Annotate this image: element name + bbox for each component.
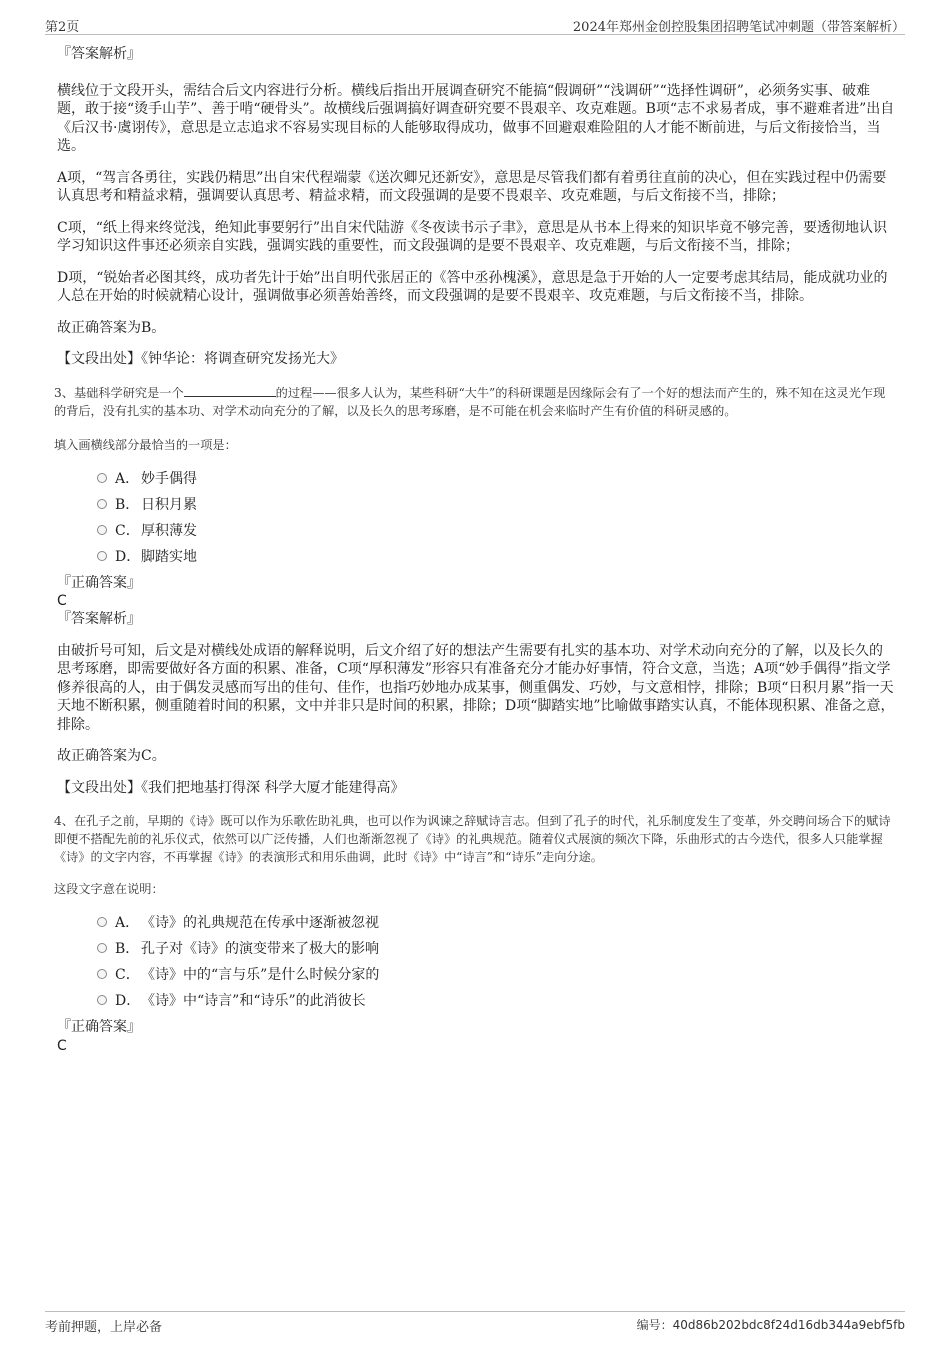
radio-icon[interactable] — [97, 551, 107, 561]
q4-question: 4、在孔子之前，早期的《诗》既可以作为乐歌佐助礼典，也可以作为讽谏之辞赋诗言志。但到了孔子的时代，礼乐制度发生了变革，外交聘问场合下的赋诗即便不搭配先前的礼乐仪式，依然可以广泛传播，人们也渐渐忽视了《诗》的礼典规范。随着仪式展演的频次下降，乐曲形式的古今迭代，很多人只能掌握《诗》的文字内容，不再掌握《诗》的表演形式和用乐曲调，此时《诗》中“诗言”和“诗乐”走向分途。 — [54, 814, 891, 864]
q4-option-d[interactable]: D．《诗》中“诗言”和“诗乐”的此消彼长 — [97, 988, 895, 1014]
q2-source: 【文段出处】《钟华论：将调查研究发扬光大》 — [57, 351, 344, 367]
q2-analysis-paragraph: A项，“驾言各勇往，实践仍精思”出自宋代程端蒙《送次卿兄还新安》，意思是尽管我们都有着勇往直前的决心，但在实践过程中仍需要认真思考和精益求精，强调要认真思考、精益求精，而文段强调的是要不畏艰辛、攻克难题，与后文衔接不当，排除； — [57, 169, 887, 204]
q3-source: 【文段出处】《我们把地基打得深 科学大厦才能建得高》 — [57, 779, 405, 796]
q2-analysis-paragraph: C项，“纸上得来终觉浅，绝知此事要躬行”出自宋代陆游《冬夜读书示子聿》，意思是从书本上得来的知识毕竟不够完善，要透彻地认识学习知识这件事还必须亲自实践，强调实践的重要性，而文段强调的是要不畏艰辛、攻克难题，与后文衔接不当，排除； — [57, 219, 888, 254]
q3-text-after: 的过程——很多人认为，某些科研“大牛”的科研课题是因缘际会有了一个好的想法而产生的，殊不知在这灵光乍现的背后，没有扎实的基本功、对学术动向充分的了解，以及长久的思考琢磨，是不可能在机会来临时产生有价值的科研灵感的。 — [54, 385, 886, 418]
q4-prompt: 这段文字意在说明： — [54, 882, 164, 896]
footer-slogan: 考前押题，上岸必备 — [45, 1320, 163, 1335]
radio-icon[interactable] — [97, 473, 107, 483]
document-code-label: 编号： — [636, 1318, 673, 1332]
radio-icon[interactable] — [97, 525, 107, 535]
q3-text-before: 3、基础科学研究是一个 — [54, 385, 184, 400]
q3-analysis: 由破折号可知，后文是对横线处成语的解释说明，后文介绍了好的想法产生需要有扎实的基本功、对学术动向充分的了解，以及长久的思考琢磨，即需要做好各方面的积累、准备，C项“厚积薄发”形容只有准备充分才能办好事情，符合文意，当选；A项“妙手偶得”指文学修养很高的人，由于偶发灵感而写出的佳句、佳作，也指巧妙地办成某事，侧重偶发、巧妙，与文意相悖，排除；B项“日积月累”指一天天地不断积累，侧重随着时间的积累，文中并非只是时间的积累，排除；D项“脚踏实地”比喻做事踏实认真，不能体现积累、准备之意，排除。 — [57, 642, 895, 733]
radio-icon[interactable] — [97, 499, 107, 509]
q3-answer: C — [57, 593, 67, 609]
q4-option-c[interactable]: C．《诗》中的“言与乐”是什么时候分家的 — [97, 962, 895, 988]
q2-conclusion: 故正确答案为B。 — [57, 319, 166, 336]
main-content — [54, 45, 895, 1055]
q4-option-b[interactable]: B． 孔子对《诗》的演变带来了极大的影响 — [97, 936, 895, 962]
radio-icon[interactable] — [97, 943, 107, 953]
document-code — [637, 1316, 905, 1333]
document-title: 2024年郑州金创控股集团招聘笔试冲刺题（带答案解析） — [572, 20, 905, 35]
q2-analysis-paragraph: D项，“锐始者必图其终，成功者先计于始”出自明代张居正的《答中丞孙槐溪》，意思是急于开始的人一定要考虑其结局，能成就功业的人总在开始的时候就精心设计，强调做事必须善始善终，而文段强调的是要不畏艰辛、攻克难题，与后文衔接不当，排除。 — [57, 269, 888, 304]
document-code-value: 40d86b202bdc8f24d16db344a9ebf5fb — [672, 1318, 905, 1332]
page-number: 第2页 — [45, 20, 80, 35]
q3-question — [54, 384, 895, 420]
q3-option-d[interactable]: D．脚踏实地 — [97, 544, 895, 570]
q2-analysis-label: 『答案解析』 — [57, 46, 141, 62]
q3-options — [97, 466, 895, 570]
q4-option-a[interactable]: A． 《诗》的礼典规范在传承中逐渐被忽视 — [97, 910, 895, 936]
radio-icon[interactable] — [97, 969, 107, 979]
page-header — [45, 14, 905, 35]
radio-icon[interactable] — [97, 917, 107, 927]
q3-conclusion: 故正确答案为C。 — [57, 748, 166, 764]
q3-blank — [184, 384, 276, 397]
page-footer — [45, 1311, 905, 1335]
q2-analysis-paragraph: 横线位于文段开头，需结合后文内容进行分析。横线后指出开展调查研究不能搞“假调研”“浅调研”“选择性调研”，必须务实事、破难题，敢于接“烫手山芋”、善于啃“硬骨头”。故横线后强调搞好调查研究要不畏艰辛、攻克难题。B项“志不求易者成，事不避难者进”出自《后汉书·虞诩传》，意思是立志追求不容易实现目标的人能够取得成功，做事不回避艰难险阻的人才能不断前进，与后文衔接恰当，当选。 — [57, 82, 895, 154]
q4-answer-label: 『正确答案』 — [57, 1019, 141, 1035]
q3-option-b[interactable]: B． 日积月累 — [97, 492, 895, 518]
q3-option-a[interactable]: A． 妙手偶得 — [97, 466, 895, 492]
q3-answer-label: 『正确答案』 — [57, 574, 141, 591]
radio-icon[interactable] — [97, 995, 107, 1005]
q4-answer: C — [57, 1037, 67, 1054]
q4-options — [97, 910, 895, 1014]
q3-analysis-label: 『答案解析』 — [57, 611, 141, 627]
q3-option-c[interactable]: C．厚积薄发 — [97, 518, 895, 544]
q3-prompt: 填入画横线部分最恰当的一项是： — [54, 437, 237, 452]
